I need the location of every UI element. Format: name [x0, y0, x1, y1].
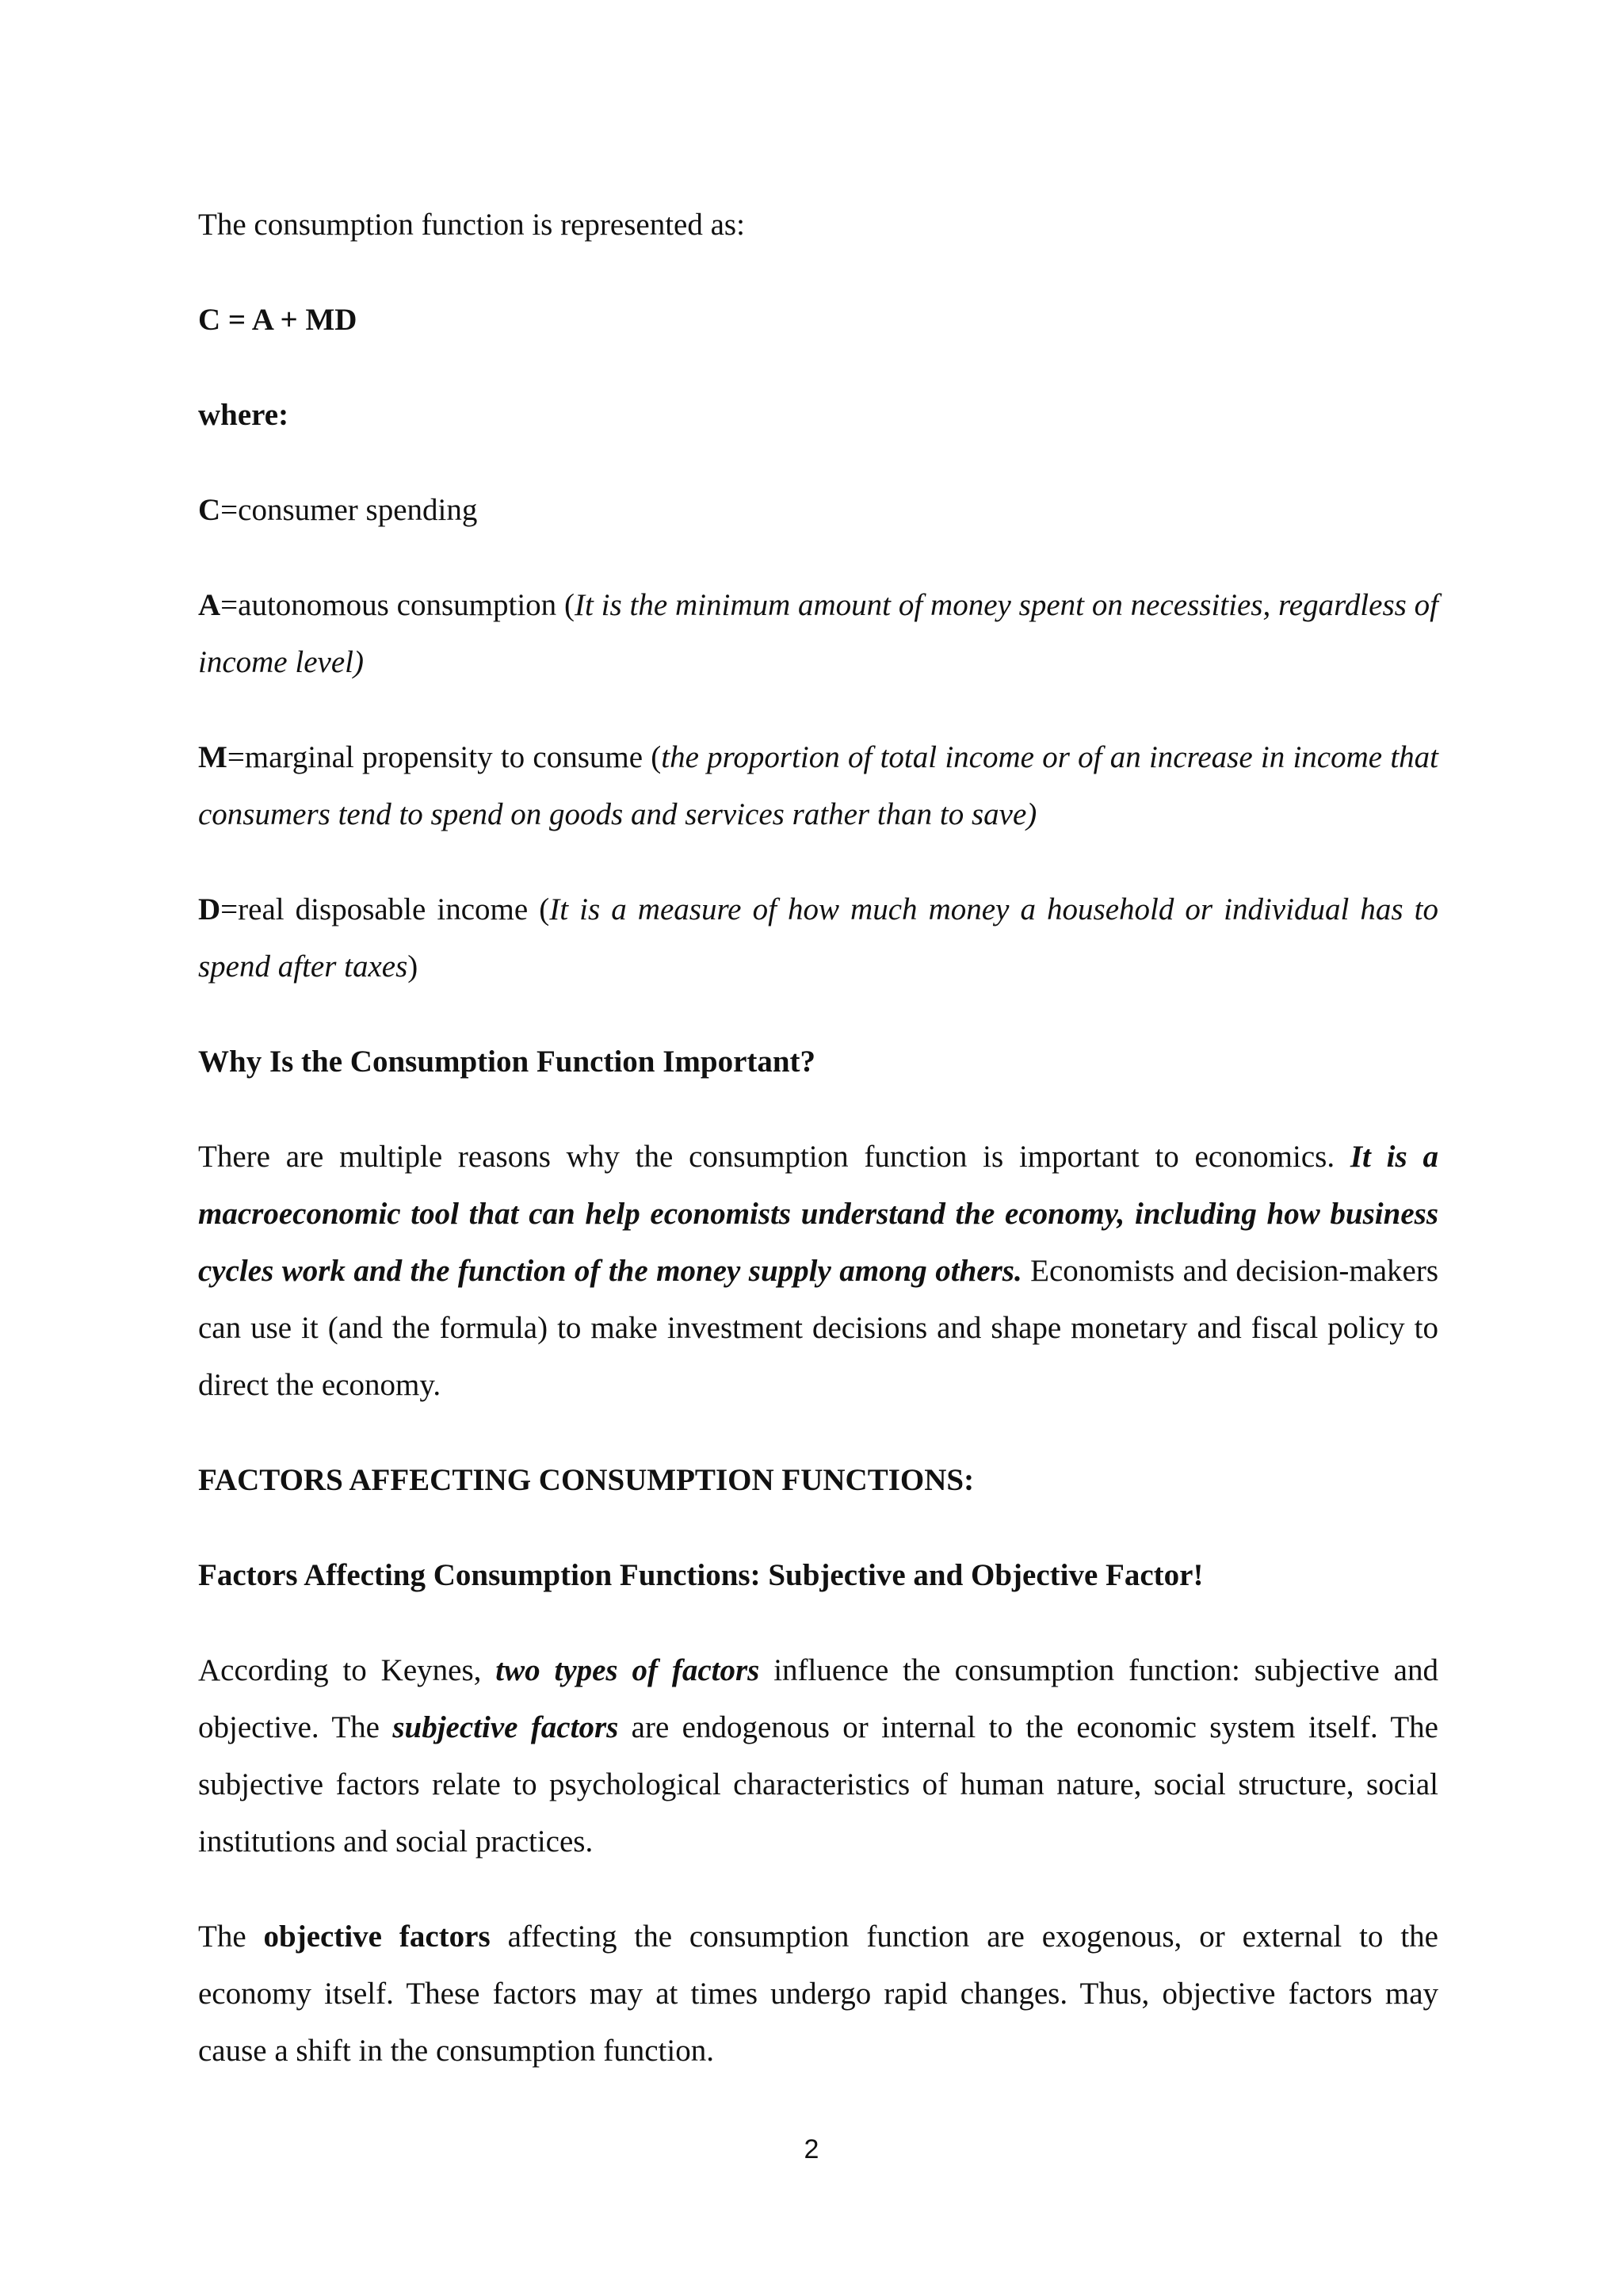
definition-symbol: C	[198, 493, 221, 527]
factors-subheading	[198, 1547, 1438, 1604]
where-label-text: where:	[198, 398, 289, 432]
page-content	[198, 197, 1438, 2118]
definition-a	[198, 577, 1438, 691]
definition-symbol: D	[198, 892, 221, 926]
importance-text-emphasis: It is a macroeconomic tool that can help economists understand the economy, including how business cycles work and the function of the money supply among others.	[198, 1140, 1438, 1288]
definition-text: =consumer spending	[220, 493, 478, 527]
importance-text-start: There are multiple reasons why the consumption function is important to economics.	[198, 1140, 1350, 1174]
where-label	[198, 387, 1438, 444]
definition-d	[198, 881, 1438, 995]
definition-note: It is the minimum amount of money spent on necessities, regardless of income level)	[198, 588, 1438, 679]
importance-paragraph	[198, 1129, 1438, 1414]
definition-text: =real disposable income (	[220, 892, 550, 926]
importance-text-end: Economists and decision-makers can use it (and the formula) to make investment decisions and shape monetary and fiscal policy to direct the economy.	[198, 1254, 1439, 1402]
definition-note-close: )	[407, 949, 418, 984]
keynes-text-mid: influence the consumption function: subjective and objective. The	[198, 1653, 1438, 1744]
keynes-emphasis-subjective: subjective factors	[392, 1710, 619, 1744]
keynes-paragraph	[198, 1642, 1438, 1870]
objective-paragraph	[198, 1908, 1438, 2080]
definition-symbol: A	[198, 588, 221, 622]
definition-text: =marginal propensity to consume (	[227, 740, 662, 774]
factors-heading	[198, 1452, 1438, 1509]
definition-note: the proportion of total income or of an increase in income that consumers tend to spend on goods and services rather than to save)	[198, 740, 1438, 831]
importance-heading	[198, 1033, 1438, 1091]
formula	[198, 292, 1438, 349]
definition-text: =autonomous consumption (	[220, 588, 575, 622]
definition-m	[198, 729, 1438, 843]
factors-subheading-text: Factors Affecting Consumption Functions: Subjective and Objective Factor!	[198, 1558, 1204, 1592]
objective-emphasis: objective factors	[263, 1920, 491, 1954]
page-number: 2	[804, 2134, 819, 2164]
intro-paragraph	[198, 197, 1438, 254]
intro-text: The consumption function is represented as:	[198, 208, 745, 242]
objective-text-end: affecting the consumption function are exogenous, or external to the economy itself. These factors may at times undergo rapid changes. Thus, objective factors may cause a shift in the consumption function.	[198, 1920, 1438, 2068]
definition-symbol: M	[198, 740, 227, 774]
factors-heading-text: FACTORS AFFECTING CONSUMPTION FUNCTIONS:	[198, 1463, 975, 1497]
definition-c	[198, 482, 1438, 539]
importance-heading-text: Why Is the Consumption Function Important?	[198, 1045, 816, 1079]
keynes-text-end: are endogenous or internal to the economic system itself. The subjective factors relate to psychological characteristics of human nature, social structure, social institutions and social practices.	[198, 1710, 1438, 1859]
formula-text: C = A + MD	[198, 303, 357, 337]
objective-text-start: The	[198, 1920, 264, 1954]
definition-note: It is a measure of how much money a household or individual has to spend after taxes	[198, 892, 1438, 984]
keynes-text-start: According to Keynes,	[198, 1653, 496, 1687]
keynes-emphasis-types: two types of factors	[495, 1653, 760, 1687]
